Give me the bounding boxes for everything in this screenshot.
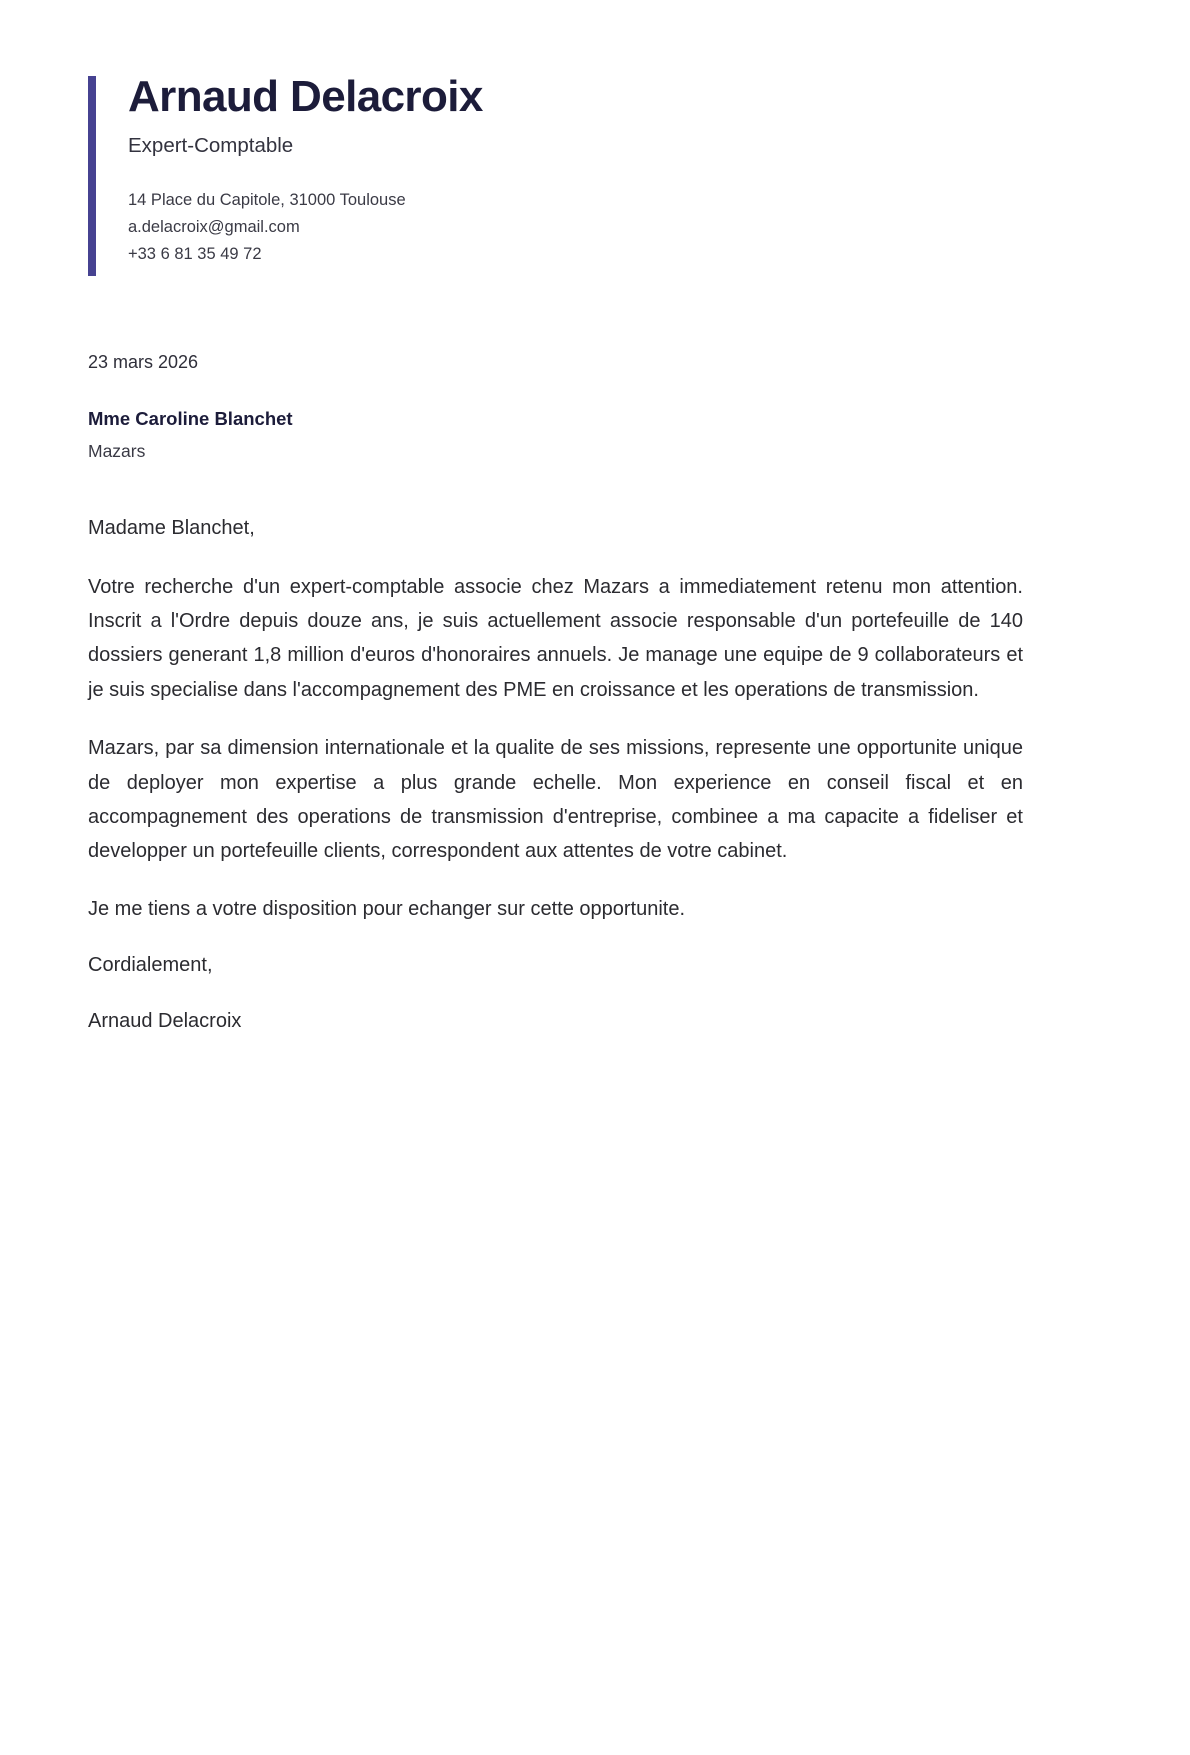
salutation: Madame Blanchet, [88, 516, 255, 539]
body-paragraph-2: Mazars, par sa dimension internationale et la qualite de ses missions, represente une opportunite unique de deployer mon expertise a plus grande echelle. Mon experience en conseil fiscal et en accompagnement des operations de transmission d'entreprise, combinee a ma capacite a fideliser et developper un portefeuille clients, correspondent aux attentes de votre cabinet. [88, 737, 1023, 863]
letter-date: 23 mars 2026 [88, 352, 199, 373]
contact-block [128, 187, 1048, 267]
job-title: Expert-Comptable [128, 133, 294, 157]
accent-bar [88, 76, 96, 276]
letter-body [88, 513, 1023, 1037]
cover-letter-page [0, 72, 1190, 1755]
recipient-name: Mme Caroline Blanchet [88, 408, 293, 430]
page-title: Arnaud Delacroix [128, 72, 483, 121]
closing-line: Cordialement, [88, 953, 213, 976]
contact-address: 14 Place du Capitole, 31000 Toulouse [128, 191, 406, 210]
body-paragraph-3: Je me tiens a votre disposition pour echanger sur cette opportunite. [88, 897, 686, 920]
body-paragraph-1: Votre recherche d'un expert-comptable associe chez Mazars a immediatement retenu mon attention. Inscrit a l'Ordre depuis douze ans, je suis actuellement associe responsable d'un portefeuille de 140 dossiers generant 1,8 million d'euros d'honoraires annuels. Je manage une equipe de 9 collaborateurs et je suis specialise dans l'accompagnement des PME en croissance et les operations de transmission. [88, 575, 1023, 701]
recipient-company: Mazars [88, 441, 146, 462]
letter-meta [88, 349, 1048, 464]
contact-phone[interactable]: +33 6 81 35 49 72 [128, 244, 262, 263]
signature-name: Arnaud Delacroix [88, 1009, 242, 1032]
contact-email[interactable]: a.delacroix@gmail.com [128, 217, 300, 236]
letter-header [88, 72, 1048, 267]
